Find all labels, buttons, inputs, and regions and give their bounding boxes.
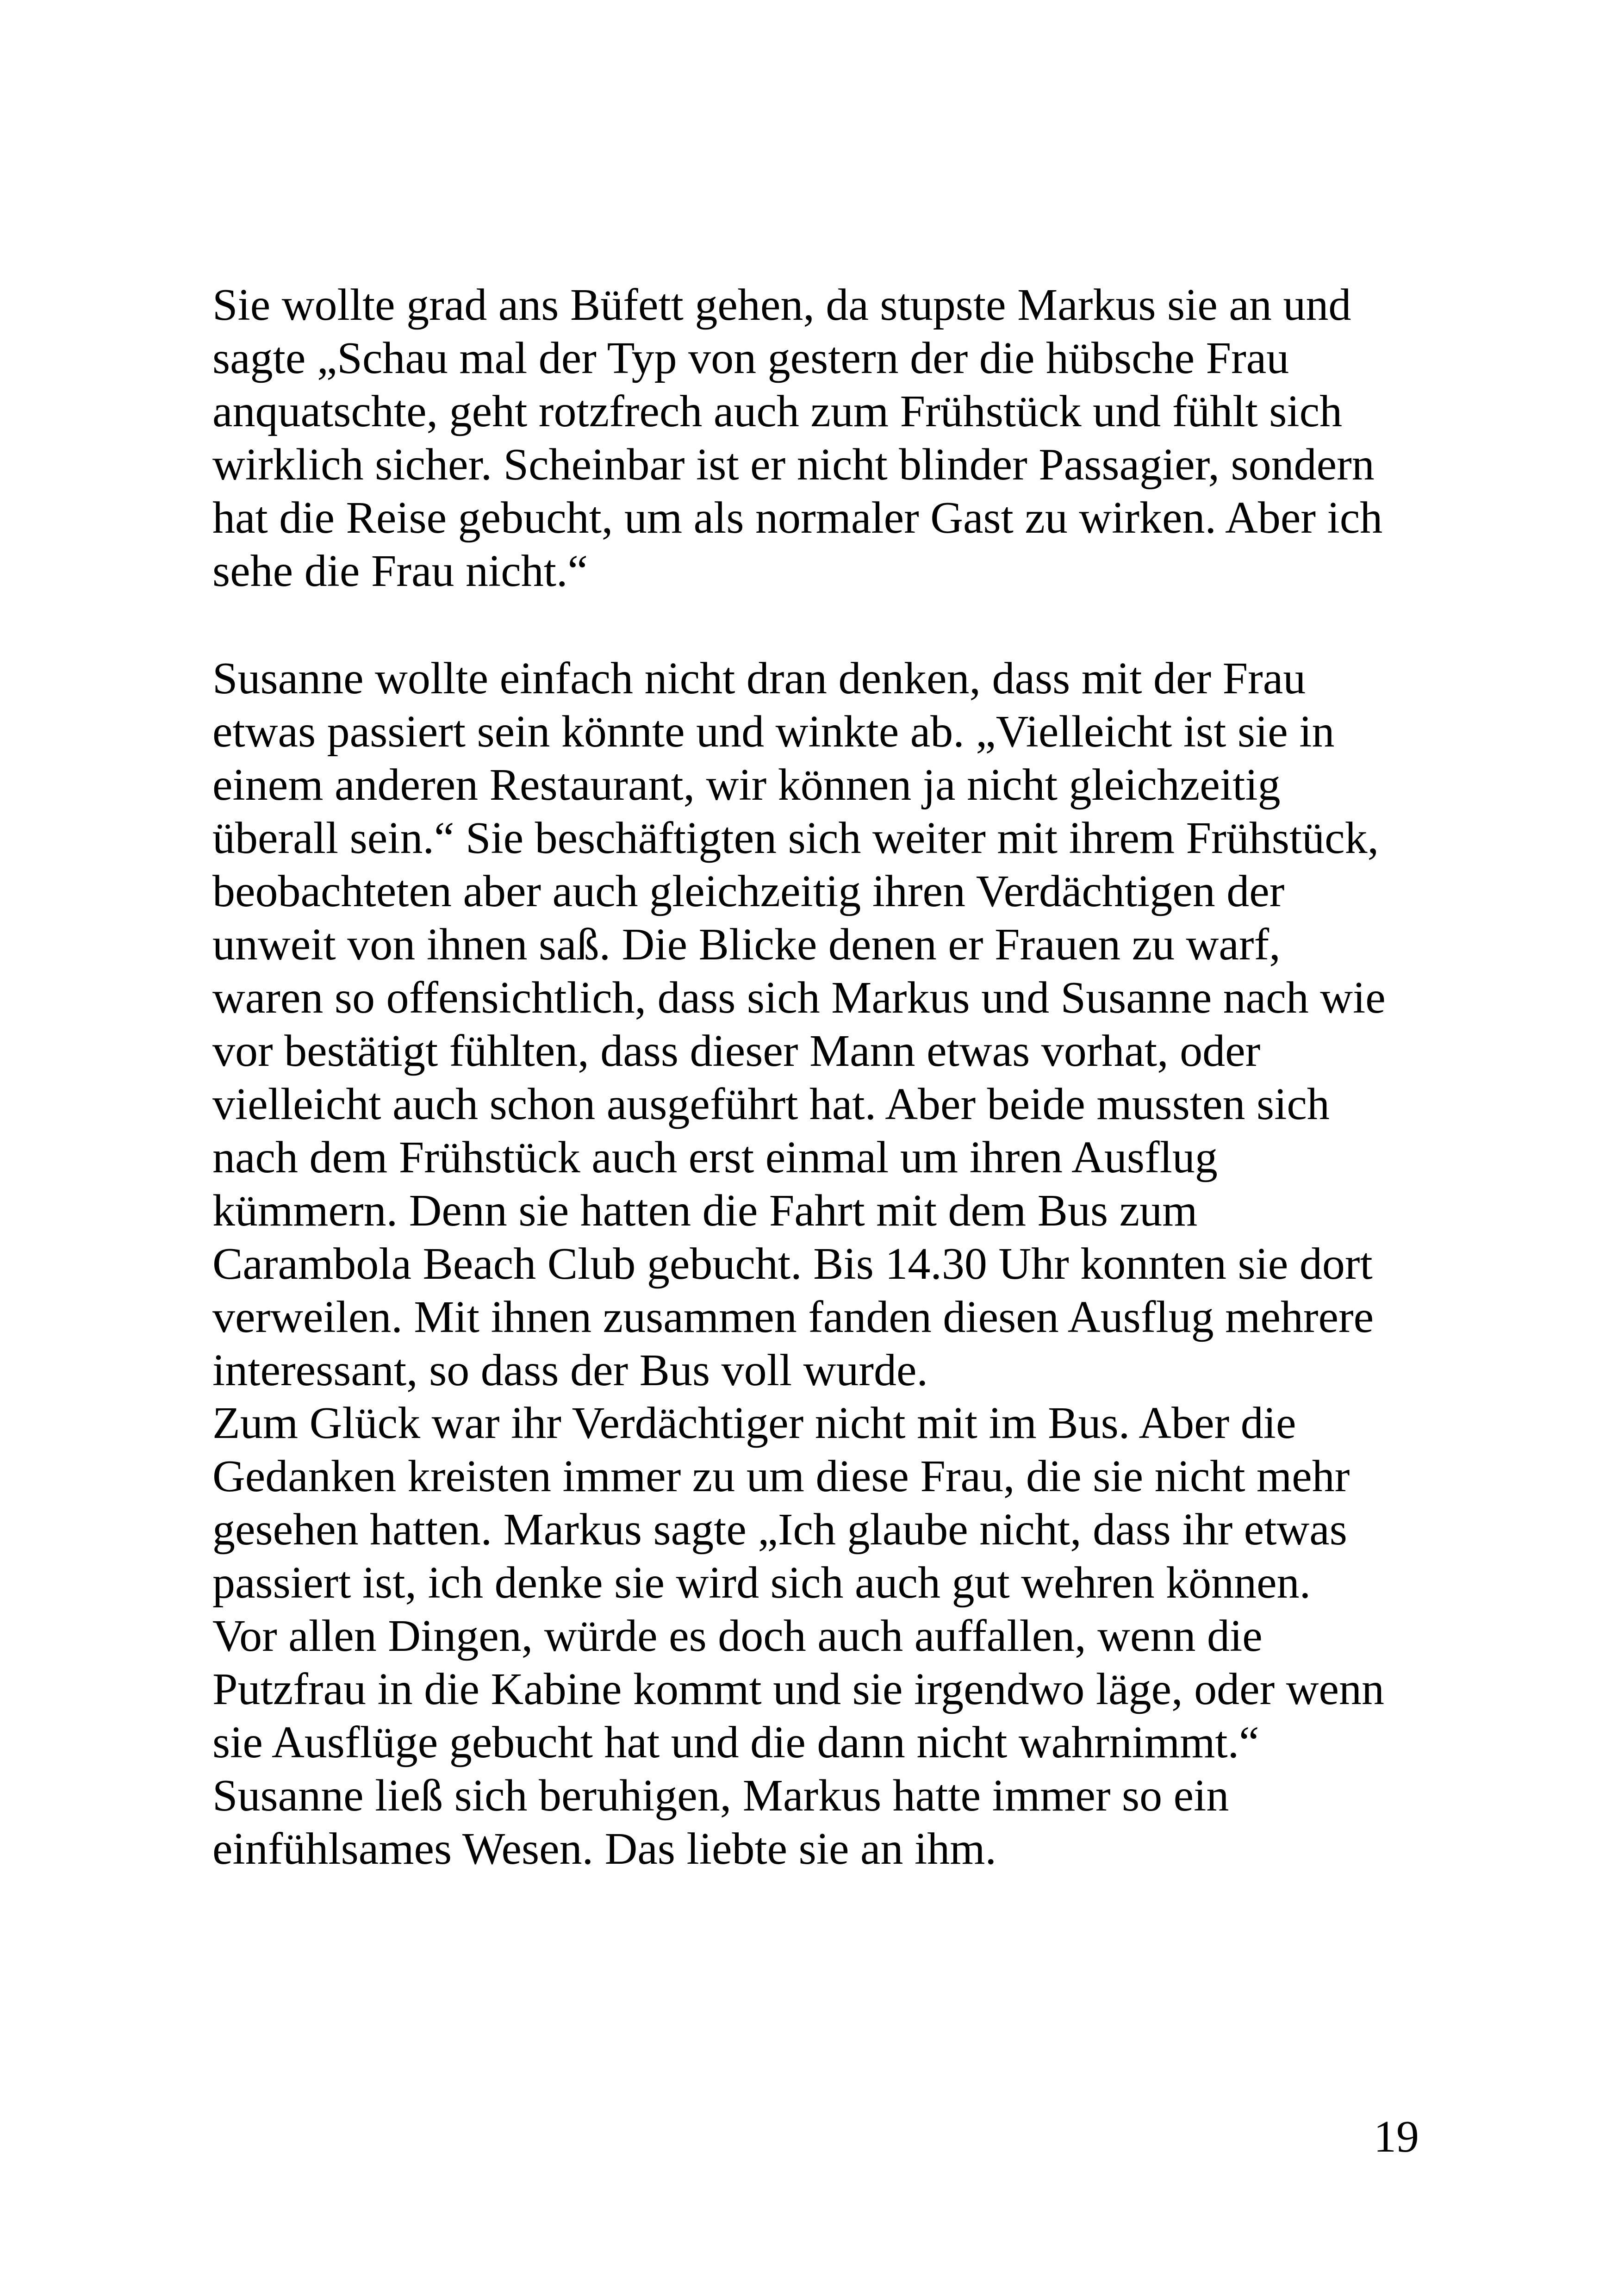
text-line: sehe die Frau nicht.“ [212, 546, 588, 596]
paragraph-3 [212, 1397, 1425, 1876]
text-line: passiert ist, ich denke sie wird sich auch gut wehren können. [212, 1558, 1311, 1608]
paragraph-1 [212, 279, 1425, 598]
text-line: vielleicht auch schon ausgeführt hat. Aber beide mussten sich [212, 1079, 1330, 1129]
text-line: vor bestätigt fühlten, dass dieser Mann etwas vorhat, oder [212, 1026, 1261, 1076]
text-line: überall sein.“ Sie beschäftigten sich weiter mit ihrem Frühstück, [212, 813, 1379, 863]
text-line: waren so offensichtlich, dass sich Markus und Susanne nach wie [212, 973, 1386, 1023]
text-line: Vor allen Dingen, würde es doch auch auffallen, wenn die [212, 1611, 1263, 1661]
text-line: unweit von ihnen saß. Die Blicke denen er Frauen zu warf, [212, 920, 1281, 970]
text-line: gesehen hatten. Markus sagte „Ich glaube nicht, dass ihr etwas [212, 1505, 1347, 1555]
text-line: beobachteten aber auch gleichzeitig ihren Verdächtigen der [212, 866, 1285, 916]
paragraph-2 [212, 652, 1425, 1397]
text-line: Sie wollte grad ans Büfett gehen, da stupste Markus sie an und [212, 280, 1351, 330]
text-line: kümmern. Denn sie hatten die Fahrt mit dem Bus zum [212, 1186, 1198, 1236]
text-line: Susanne ließ sich beruhigen, Markus hatte immer so ein [212, 1771, 1229, 1821]
text-line: wirklich sicher. Scheinbar ist er nicht blinder Passagier, sondern [212, 440, 1375, 490]
text-line: einfühlsames Wesen. Das liebte sie an ihm. [212, 1824, 996, 1874]
text-line: nach dem Frühstück auch erst einmal um ihren Ausflug [212, 1132, 1218, 1182]
text-line: verweilen. Mit ihnen zusammen fanden diesen Ausflug mehrere [212, 1292, 1374, 1342]
text-line: Carambola Beach Club gebucht. Bis 14.30 Uhr konnten sie dort [212, 1239, 1373, 1289]
text-line: Putzfrau in die Kabine kommt und sie irgendwo läge, oder wenn [212, 1664, 1384, 1714]
text-line: einem anderen Restaurant, wir können ja nicht gleichzeitig [212, 760, 1281, 810]
text-line: sie Ausflüge gebucht hat und die dann nicht wahrnimmt.“ [212, 1717, 1259, 1767]
page-number: 19 [1374, 2112, 1419, 2162]
text-line: interessant, so dass der Bus voll wurde. [212, 1345, 928, 1395]
text-line: etwas passiert sein könnte und winkte ab. „Vielleicht ist sie in [212, 707, 1335, 757]
text-line: hat die Reise gebucht, um als normaler Gast zu wirken. Aber ich [212, 493, 1383, 543]
text-line: anquatschte, geht rotzfrech auch zum Frühstück und fühlt sich [212, 386, 1343, 436]
text-line: Gedanken kreisten immer zu um diese Frau, die sie nicht mehr [212, 1451, 1350, 1501]
text-line: Susanne wollte einfach nicht dran denken, dass mit der Frau [212, 653, 1306, 703]
text-line: Zum Glück war ihr Verdächtiger nicht mit im Bus. Aber die [212, 1398, 1296, 1448]
text-line: sagte „Schau mal der Typ von gestern der die hübsche Frau [212, 333, 1289, 383]
